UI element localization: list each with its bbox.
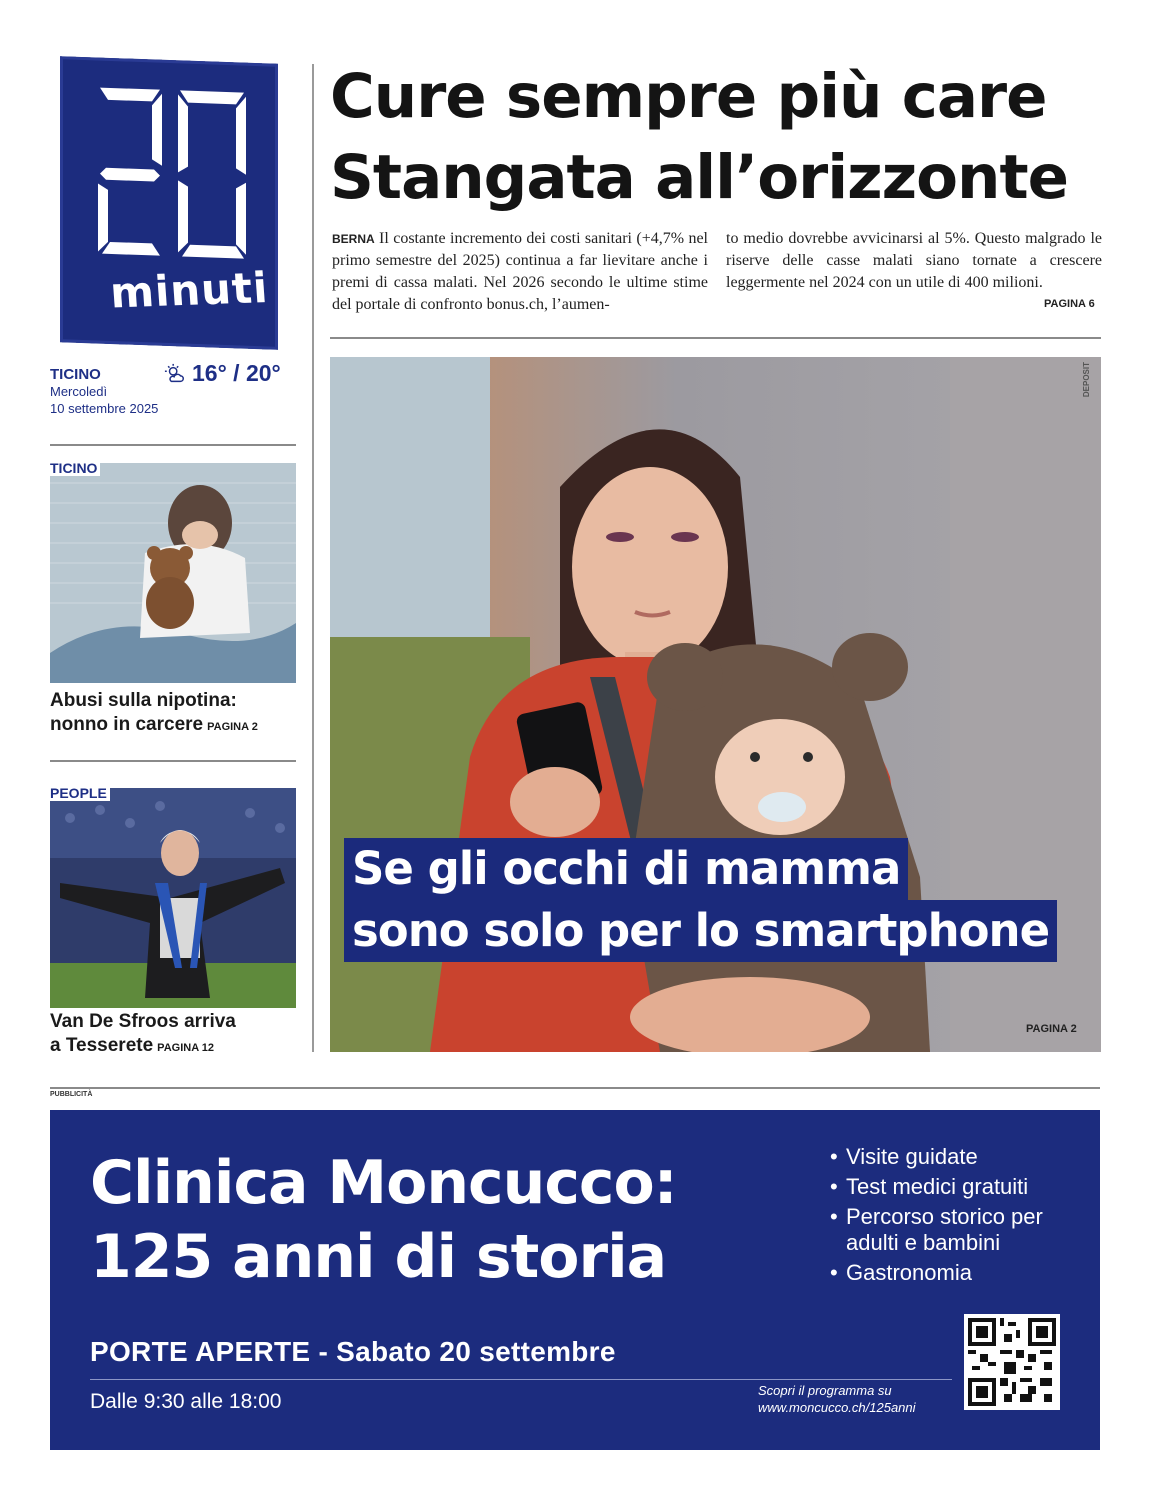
- lead-column-1: [332, 228, 708, 316]
- teaser-title-line: Van De Sfroos arriva: [50, 1011, 236, 1032]
- teaser-title-line: nonno in carcere: [50, 714, 204, 735]
- singer-photo: [50, 788, 296, 1008]
- hero-headline[interactable]: [344, 838, 1057, 962]
- headline-line: Stangata all’orizzonte: [330, 142, 1068, 213]
- logo-digits: [92, 85, 252, 261]
- teaser-title-line: a Tesserete: [50, 1035, 154, 1056]
- divider: [50, 444, 296, 446]
- edition-day: Mercoledì: [50, 384, 108, 399]
- advertisement[interactable]: [50, 1110, 1100, 1450]
- teaser-image-child[interactable]: [50, 463, 296, 683]
- ad-headline-line: Clinica Moncucco:: [90, 1148, 677, 1218]
- divider: [50, 1087, 1100, 1089]
- ad-bullets: [830, 1144, 1070, 1290]
- teaser-page: PAGINA 12: [157, 1042, 215, 1054]
- lead-text: to medio dovrebbe avvicinarsi al 5%. Questo malgrado le riserve delle casse malati siano tornate a crescere leggermente nel 2024 con un utile di 400 milioni.: [726, 230, 1102, 291]
- divider: [330, 337, 1101, 339]
- ad-link-intro: Scopri il programma su: [758, 1383, 892, 1398]
- qr-code-icon[interactable]: [964, 1314, 1060, 1410]
- hero-headline-line: Se gli occhi di mamma: [344, 838, 908, 900]
- ad-divider: [90, 1379, 952, 1380]
- edition-date: 10 settembre 2025: [50, 401, 159, 416]
- column-divider: [312, 64, 314, 1052]
- lead-text: Il costante incremento dei costi sanitari (+4,7% nel primo semestre del 2025) continua a far lievitare anche i premi di cassa malati. Nel 2026 secondo le ultime stime del portale di confronto bonus.ch, l’aumen-: [332, 230, 708, 313]
- divider: [50, 760, 296, 762]
- ad-hours: Dalle 9:30 alle 18:00: [90, 1390, 282, 1413]
- logo-wordmark: minuti: [108, 262, 270, 318]
- photo-credit: DEPOSIT: [1082, 362, 1091, 398]
- ad-open-day: PORTE APERTE - Sabato 20 settembre: [90, 1336, 616, 1367]
- hero-page: PAGINA 2: [1026, 1023, 1077, 1035]
- teaser-label: TICINO: [50, 460, 100, 476]
- teaser-image-singer[interactable]: [50, 788, 296, 1008]
- lead-column-2: [726, 228, 1102, 294]
- ad-headline-line: 125 anni di storia: [90, 1222, 667, 1292]
- child-photo: [50, 463, 296, 683]
- ad-label: PUBBLICITÀ: [50, 1091, 93, 1098]
- teaser-title[interactable]: [50, 689, 296, 739]
- headline-line: Cure sempre più care: [330, 61, 1047, 132]
- teaser-title-line: Abusi sulla nipotina:: [50, 690, 237, 711]
- weather: [164, 360, 281, 387]
- main-headline[interactable]: [330, 56, 1120, 218]
- ad-bullet: • Gastronomia: [830, 1260, 1070, 1286]
- qr-code-graphic: [968, 1318, 1056, 1406]
- sun-cloud-icon: [164, 363, 186, 385]
- edition-region: TICINO: [50, 366, 101, 383]
- ad-bullet: • Visite guidate: [830, 1144, 1070, 1170]
- temperature: 16° / 20°: [192, 360, 281, 386]
- headline-page: PAGINA 6: [1044, 298, 1095, 310]
- teaser-title[interactable]: [50, 1010, 296, 1060]
- teaser-page: PAGINA 2: [207, 721, 258, 733]
- ad-bullet: • Percorso storico per adulti e bambini: [830, 1204, 1070, 1256]
- hero-headline-line: sono solo per lo smartphone: [344, 900, 1057, 962]
- ad-link-text[interactable]: [758, 1382, 916, 1416]
- masthead-logo[interactable]: [60, 56, 278, 350]
- teaser-label: PEOPLE: [50, 785, 110, 801]
- ad-bullet: • Test medici gratuiti: [830, 1174, 1070, 1200]
- ad-link-url: www.moncucco.ch/125anni: [758, 1400, 916, 1415]
- ad-headline: [90, 1146, 677, 1294]
- lead-place: BERNA: [332, 232, 375, 246]
